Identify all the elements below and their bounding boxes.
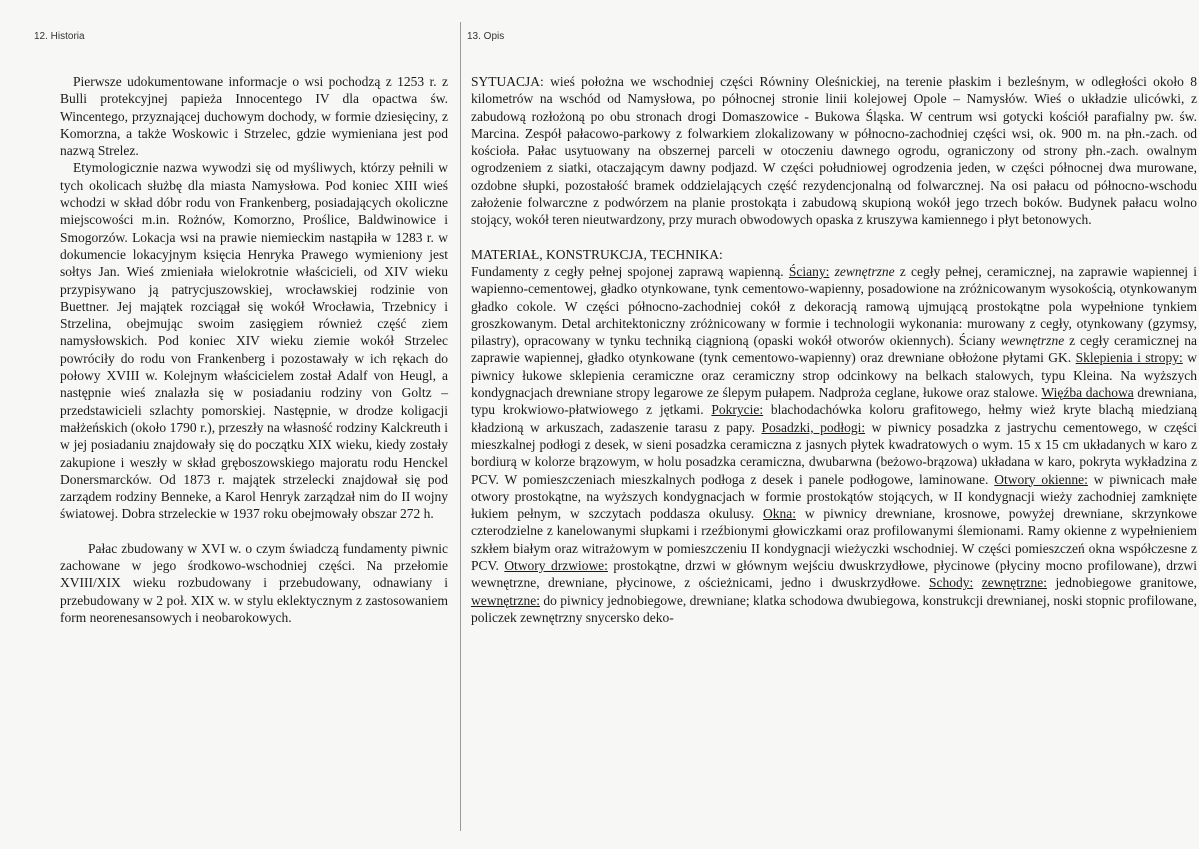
- text-posadzki: w piwnicy posadzka z jastrychu cementowego, w części mieszkalnej podłogi z desek, w sieni posadzka ceramiczna z jasnych płytek kwadratowych o wym. 15 x 15 cm układanych w karo z bordiurą w kolorze brązowym, w holu posadzka ceramiczna, dwubarwna (beżowo-brązowa) układana w karo, pokryta wykładzina z PCV. W pomieszczeniach mieszkalnych podłoga z desek i panele podłogowe, laminowane.: [471, 419, 1198, 487]
- text-otwory-okienne: w piwnicach małe otwory prostokątne, na wyższych kondygnacjach w formie prostokątów stojących, w II kondygnacji wieży zachodniej zamknięte łukiem pełnym, w szczytach poddasza okulusy.: [471, 471, 1197, 522]
- text-sciany: z cegły pełnej, ceramicznej, na zaprawie wapiennej i wapienno-cementowej, gładko otynkowane, tynk cementowo-wapienny, posadowione na zróżnicowanym wysokością, otynkowanym gładko cokole. W części północno-zachodniej cokół z dekoracją ramową ujmującą prostokątne pola wypełnione tynkiem groszkowanym. Detal architektoniczny zróżnicowany w formie i technologii wykonania: murowany z cegły, otynkowany (gzymsy, pilastry), opracowany w tynku techniką ciągnioną (opaski wokół otworów okiennych). Ściany: [471, 263, 1198, 349]
- label-posadzki: Posadzki, podłogi:: [761, 419, 866, 435]
- text-schody-wewnetrzne: do piwnicy jednobiegowe, drewniane; klatka schodowa dwubiegowa, konstrukcji drewnianej, noski stopnic profilowane, policzek zewnętrzny snycersko deko-: [471, 592, 1197, 625]
- paragraph-situation: SYTUACJA: wieś położna we wschodniej części Równiny Oleśnickiej, na terenie płaskim i bezleśnym, w odległości około 8 kilometrów na wschód od Namysłowa, po północnej stronie linii kolejowej Opole – Namysłów. Wieś o układzie ulicówki, z zabudową rozłożoną po obu stronach drogi Domaszowice - Bukowa Śląska. W centrum wsi gotycki kościół parafialny pw. św. Marcina. Zespół pałacowo-parkowy z folwarkiem zlokalizowany w północno-zachodniej części wsi, ok. 900 m. na płn.-zach. od kościoła. Pałac usytuowany na obszernej parceli w otoczeniu dawnego ogrodu, ograniczony od strony płn.-zach. owalnym ogrodzeniem z siatki, otaczającym dawny podjazd. W części południowej ogrodzenia jeden, w części północnej dwa murowane, ozdobne słupki, pozostałość bramek oddzielających część rezydencjonalną od folwarcznej. Na osi pałacu od północno-wschodu założenie folwarczne z podwórzem na planie prostokąta i zabudową skupioną wokół jego trzech boków. Budynek pałacu wolno stojący, wokół teren nieutwardzony, przy murach obwodowych opaska z kruszywa kamiennego i płyt betonowych.: [471, 74, 1197, 228]
- text-pokrycie: blachodachówka koloru grafitowego, hełmy wież kryte blachą miedzianą kładzioną w arkuszach, zadaszenie tarasu z papy.: [471, 402, 1197, 435]
- left-page-header: 12. Historia: [34, 31, 85, 42]
- paragraph-material: [471, 263, 1197, 626]
- text-otwory-drzwiowe: prostokątne, drzwi w głównym wejściu dwuskrzydłowe, płycinowe (płyciny mocno profilowane), drzwi wewnętrzne, drewniane, płycinowe, z ościeżnicami, jedno i dwuskrzydłowe.: [471, 558, 1198, 591]
- paragraph-history-3: Pałac zbudowany w XVI w. o czym świadczą fundamenty piwnic zachowane w jego środkowo-wschodniej części. Na przełomie XVIII/XIX wieku rozbudowany i przebudowany, odnawiany i przebudowany w 2 poł. XIX w. w stylu eklektycznym z zastosowaniem form neorenesansowych i neobarokowych.: [60, 540, 448, 625]
- paragraph-history-1: Pierwsze udokumentowane informacje o wsi pochodzą z 1253 r. z Bulli protekcyjnej papieża Innocentego IV dla opactwa św. Wincentego, przyznającej duchowym dochody, w formie dziesięciny, z Komorzna, a także Woskowic i Strzelec, gdzie wymieniana jest pod nazwą Strelez.: [60, 74, 448, 159]
- label-sklepienia: Sklepienia i stropy:: [1075, 350, 1183, 366]
- label-wiezba: Więźba dachowa: [1041, 385, 1134, 401]
- label-zewnetrzne: zewnętrzne: [834, 263, 895, 279]
- text-wiezba: drewniana, typu krokwiowo-płatwiowego z jętkami.: [471, 385, 1197, 418]
- label-otwory-drzwiowe: Otwory drzwiowe:: [504, 558, 608, 574]
- label-pokrycie: Pokrycie:: [711, 402, 764, 418]
- text-sciany-wewnetrzne: z cegły ceramicznej na zaprawie wapiennej, gładko otynkowane (tynk cementowo-wapienny) oraz drewniane obłożone płytami GK.: [471, 333, 1198, 366]
- label-schody-zewnetrzne: zewnętrzne:: [981, 575, 1047, 591]
- label-okna: Okna:: [763, 506, 796, 522]
- left-page: [0, 0, 459, 849]
- text-okna: w piwnicy drewniane, krosnowe, powyżej drewniane, skrzynkowe czterodzielne z kanelowanymi słupkami i rzeźbionymi głowiczkami oraz profilowanymi ślemionami. Ramy okienne z wypełnieniem szkłem białym oraz witrażowym w pomieszczeniu II kondygnacji wieżyczki wschodniej. W części pomieszczeń okna współczesne z PCV.: [471, 506, 1198, 574]
- m-intro: Fundamenty z cegły pełnej spojonej zaprawą wapienną.: [471, 263, 784, 279]
- paragraph-history-2: Etymologicznie nazwa wywodzi się od myśliwych, którzy pełnili w tych okolicach służbę dla miasta Namysłowa. Pod koniec XIII wieś wchodzi w skład dóbr rodu von Frankenberg, posiadających okoliczne miejscowości m.in. Rożnów, Komorzno, Proślice, Baldwinowice i Smogorzów. Lokacja wsi na prawie niemieckim nastąpiła w 1283 r. w dokumencie lokacyjnym księcia Henryka Prawego wymieniony jest sołtys Jan. Wieś zmieniała wielokrotnie właścicieli, od XIV wieku przypisywano ją patrycjuszowskiej, wrocławskiej rodzinie von Buettner. Jej majątek rozciągał się wokół Wrocławia, Trzebnicy i Strzelina, obejmując swoim zasięgiem również część ziem namysłowskich. Pod koniec XIV wieku ziemie wokół Strzelec powróciły do rodu von Frankenberg i pozostawały w ich rękach do połowy XVIII w. Kolejnym właścicielem został Adalf von Heugl, a następnie wieś znalazła się w posiadaniu rodziny von Goltz – przedstawicieli szlachty pomorskiej. Następnie, w drodze koligacji małżeńskich (około 1790 r.), przeszły na własność rodziny Kalckreuth i w jej posiadaniu znajdowały się do początku XIX wieku, kiedy zostały zakupione i weszły w skład gręboszowskiego majoratu rodu Henckel Donersmarcków. Od 1873 r. majątek strzelecki znajdował się pod zarządem rodziny Benneke, a Karol Henryk zarządzał nim do II wojny światowej. Dobra strzeleckie w 1937 roku obejmowały obszar 272 h.: [60, 160, 448, 522]
- right-page-body: [471, 73, 1197, 626]
- text-schody-zewnetrzne: jednobiegowe granitowe,: [1055, 575, 1198, 591]
- right-page: [461, 0, 1199, 849]
- label-sciany: Ściany:: [788, 263, 830, 279]
- left-page-body: [60, 73, 448, 626]
- material-heading: MATERIAŁ, KONSTRUKCJA, TECHNIKA:: [471, 246, 723, 262]
- text-sklepienia: w piwnicy łukowe sklepienia ceramiczne oraz ceramiczny strop odcinkowy na belkach stalowych, typu Kleina. Na wyższych kondygnacjach drewniane stropy legarowe ze ślepym pułapem. Nadproża ceglane, łukowe oraz stalowe.: [471, 350, 1198, 401]
- label-schody-wewnetrzne: wewnętrzne:: [471, 592, 540, 608]
- label-schody: Schody:: [929, 575, 974, 591]
- label-otwory-okienne: Otwory okienne:: [994, 471, 1088, 487]
- label-wewnetrzne: wewnętrzne: [1000, 333, 1065, 349]
- right-page-header: 13. Opis: [467, 31, 505, 42]
